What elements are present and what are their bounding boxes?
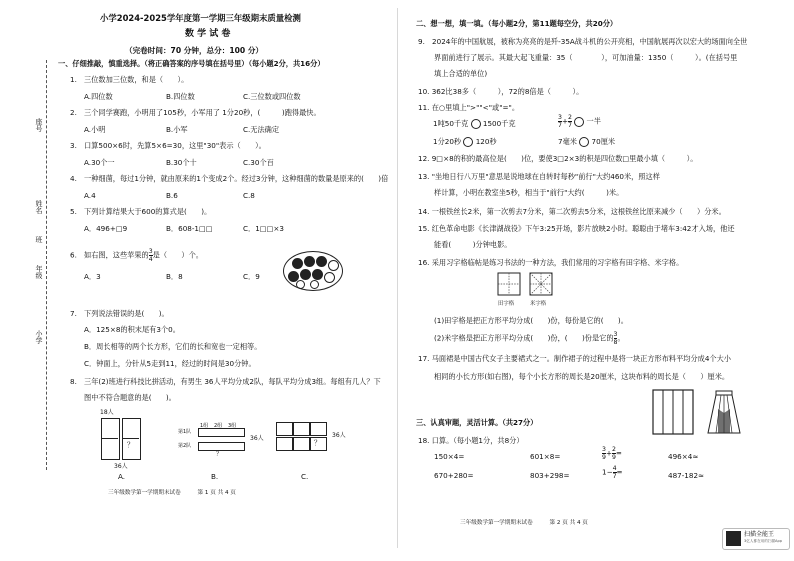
q8a-divider	[101, 438, 118, 439]
q11-i3-left: 1分20秒	[433, 137, 462, 146]
q7-stem: 7. 下列说法错误的是( )。	[70, 309, 169, 318]
q6-option-c: C．9	[243, 272, 260, 281]
q9-line3: 填上合适的单位)	[434, 69, 488, 78]
q11-i2-frac2	[568, 114, 572, 129]
q8c-total: 36人	[332, 432, 346, 439]
exam-title: 小学2024-2025学年度第一学期三年级期末质量检测	[100, 13, 301, 23]
calc-3-op: +	[605, 448, 612, 458]
side-label-grade: 年级	[35, 265, 43, 279]
q8b-group1: 1组	[200, 423, 209, 429]
q5-stem: 5. 下列计算结果大于600的算式是( )。	[70, 207, 212, 216]
mamian-skirt-figure	[652, 389, 764, 437]
q2-option-a: A.小明	[84, 125, 106, 134]
mi-grid	[530, 273, 552, 295]
section1-title: 一、仔细推敲，慎重选择。（将正确答案的序号填在括号里）（每小题2分，共16分）	[58, 59, 325, 68]
column-divider	[397, 8, 398, 548]
q8-label-b: B.	[211, 472, 219, 481]
q8-label-a: A.	[118, 472, 126, 481]
q2-stem: 2. 三个同学赛跑，小明用了105秒，小军用了 1分20秒，( )跑得最快。	[70, 108, 321, 117]
q8a-box-left	[101, 418, 120, 460]
q8-label-c: C.	[301, 472, 309, 481]
q11-i4-left: 7毫米	[558, 137, 577, 146]
calc-4: 496×4≈	[668, 452, 699, 461]
apple-icon	[328, 260, 339, 271]
apple-icon	[296, 280, 305, 289]
q1-option-c: C.三位数或四位数	[243, 92, 301, 101]
q11-i2-frac2-num: 2	[567, 114, 572, 121]
calc-2: 601×8=	[530, 452, 561, 461]
q5-option-b: B．608-1□□	[166, 224, 213, 233]
q11-i4-right: 70厘米	[591, 137, 616, 146]
q3-option-c: C.30个百	[243, 158, 274, 167]
q9-line1: 9. 2024年的中国航展，被称为亮亮的是歼-35A战斗机的公开亮相，中国航展再次以宏大的场面向全世	[418, 37, 748, 46]
q3-option-a: A.30个一	[84, 158, 115, 167]
q11-item3	[433, 137, 497, 147]
q5-option-c: C．1□□×3	[243, 224, 284, 233]
side-label-seat: 座号	[35, 118, 43, 132]
calc-1: 150×4=	[434, 452, 465, 461]
q17-line1: 17. 马面裙是中国古代女子主要裙式之一。制作裙子的过程中是将一块正方形布料平均分成4个大小	[418, 354, 731, 363]
q8a-divider	[122, 438, 139, 439]
calc-8: 487-182≈	[668, 471, 705, 480]
side-label-name: 姓名	[35, 200, 43, 214]
q13-line1: 13. "坐地日行八万里"意思是说地球在自转时每秒"前行"大约460米，照这样	[418, 172, 660, 181]
binding-line	[46, 60, 47, 470]
q8c-cell	[293, 422, 310, 436]
q11-item4	[558, 137, 615, 147]
q11-i1-right: 1500千克	[482, 119, 516, 128]
calc-7-frac-num: 4	[612, 465, 617, 472]
compare-circle-icon[interactable]	[471, 119, 481, 129]
apple-shaded-icon	[304, 256, 315, 267]
q2-option-b: B.小军	[166, 125, 188, 134]
q16-line1: 16. 采用习字格临帖是练习书法的一种方法，我们常用的习字格有田字格、米字格。	[418, 258, 684, 267]
q3-stem: 3. 口算500×6时，先算5×6=30，这里"30"表示（ ）。	[70, 141, 266, 150]
q11-i2-frac1-num: 3	[558, 114, 562, 121]
q8a-question: ？	[127, 441, 134, 449]
skirt-icon	[708, 391, 740, 433]
apple-shaded-icon	[292, 258, 303, 269]
q8c-cell	[310, 422, 327, 436]
q2-option-c: C.无法确定	[243, 125, 280, 134]
q6-stem-pre: 6. 如右图，这些苹果的	[70, 250, 149, 260]
compare-circle-icon[interactable]	[579, 137, 589, 147]
page1-footer: 三年级数学第一学期期末试卷 第 1 页 共 4 页	[108, 490, 236, 496]
calc-7: 1− $\frac{4}{7}$ =	[602, 465, 623, 480]
q8c-cell	[293, 437, 310, 451]
apple-shaded-icon	[316, 256, 327, 267]
apple-icon	[324, 272, 335, 283]
q15-line1: 15. 红色革命电影《长津湖战役》下午3:25开场，影片放映2小时。聪聪由于堵车3:42才入场，他还	[418, 224, 735, 233]
q6-fraction-den: 4	[148, 256, 153, 263]
q8-stem-line2: 图中不符合题意的是( )。	[84, 393, 176, 402]
q13-line2: 样计算，小明在教室坐5秒，相当于"前行"大约( )米。	[434, 188, 624, 197]
q8b-question: ？	[216, 451, 223, 458]
tian-grid	[498, 273, 520, 295]
q6-option-a: A．3	[84, 272, 101, 281]
q8c-question: ？	[314, 439, 321, 447]
q6-fraction-num: 3	[148, 248, 153, 255]
q15-line2: 能看( )分钟电影。	[434, 240, 512, 249]
section3-title: 三、认真审题，灵活计算。（共27分）	[416, 418, 538, 427]
calc-7-pre: 1−	[602, 467, 613, 477]
qr-code-icon	[726, 531, 741, 546]
calc-5: 670+280=	[434, 471, 474, 480]
q16-sub2-pre: (2)米字格是把正方形平均分成( )份，( )份是它的	[434, 333, 614, 343]
q8b-group3: 3组	[228, 423, 237, 429]
q4-option-c: C.8	[243, 191, 255, 200]
q6-option-b: B．8	[166, 272, 183, 281]
q11-i2-frac1-den: 7	[558, 122, 562, 129]
side-label-school: 小学	[35, 330, 43, 344]
q16-sub2	[434, 331, 625, 346]
q7-option-b: B．周长相等的两个长方形，它们的长和宽也一定相等。	[84, 342, 262, 351]
calc-3-frac2	[612, 446, 616, 461]
q11-item2	[558, 114, 601, 129]
q5-option-a: A．496+□9	[84, 224, 128, 233]
q16-sub1: (1)田字格是把正方形平均分成( )份，每份是它的( )。	[434, 316, 628, 325]
apple-plate-figure	[283, 251, 343, 291]
q8a-bottom-label: 36人	[114, 463, 128, 470]
q8b-row1-label: 第1队	[178, 429, 192, 435]
q4-option-a: A.4	[84, 191, 96, 200]
writing-grids-figure	[497, 272, 577, 300]
calc-3: $\frac{3}{9}$ + $\frac{2}{9}$ =	[602, 446, 622, 461]
q11-i1-left: 1吨50千克	[433, 119, 469, 128]
q11-i2-frac2-den: 7	[567, 122, 572, 129]
q3-option-b: B.30个十	[166, 158, 197, 167]
q8a-top-label: 18人	[100, 409, 114, 416]
page2-footer: 三年级数学第一学期期末试卷 第 2 页 共 4 页	[460, 520, 588, 526]
q11-i3-right: 120秒	[475, 137, 497, 146]
q8-stem-line1: 8. 三年(2)班进行科技比拼活动，有男生 36人平均分成2队，每队平均分成3组。每组有几人？下	[70, 377, 381, 386]
exam-subject: 数 学 试 卷	[185, 29, 231, 39]
q11-stem: 11. 在○里填上">""<"或"="。	[418, 103, 520, 112]
q11-i2-right: 一半	[586, 116, 601, 126]
q14: 14. 一根铁丝长2米，第一次剪去7分米，第二次剪去5分米，这根铁丝比原来减少（ ）分米。	[418, 207, 726, 216]
scanner-watermark: 扫描全能王	[744, 531, 775, 538]
grid2-label: 米字格	[530, 301, 547, 307]
q8b-row2-label: 第2队	[178, 443, 192, 449]
q1-option-b: B.四位数	[166, 92, 195, 101]
scanner-watermark-sub: 3亿人都在用的扫描App	[744, 539, 783, 543]
q10: 10. 362比38多（ ），72的8倍是（ ）。	[418, 87, 584, 96]
calc-3-frac2-num: 2	[611, 446, 616, 453]
compare-circle-icon[interactable]	[463, 137, 473, 147]
q8b-group2: 2组	[214, 423, 223, 429]
side-label-class: 班	[35, 236, 43, 243]
q17-line2: 相同的小长方形(如右图)，每个小长方形的周长是20厘米，这块布料的周长是（ ）厘米。	[434, 372, 730, 381]
q1-option-a: A.四位数	[84, 92, 113, 101]
compare-circle-icon[interactable]	[574, 117, 584, 127]
q11-item1	[433, 119, 516, 129]
q8c-cell	[276, 437, 293, 451]
q12: 12. 9□×8的积的最高位是( )位，要使3□2×3的积是四位数□里最小填（ ）。	[418, 154, 698, 163]
q16-sub2-frac-num: 3	[613, 331, 618, 338]
q7-option-c: C．钟面上，分针从5走到11，经过的时间是30分钟。	[84, 359, 256, 368]
q8b-row1-bar	[198, 428, 245, 437]
exam-time-score: （完卷时间：70 分钟，总分：100 分）	[125, 46, 264, 55]
calc-3-frac2-den: 9	[611, 454, 616, 461]
calc-3-frac1-den: 9	[602, 454, 606, 461]
q8b-total: 36人	[250, 435, 264, 442]
q16-sub2-frac-den: 8	[613, 339, 618, 346]
section2-title: 二、想一想，填一填。（每小题2分，第11题每空分，共20分）	[416, 19, 618, 28]
q4-option-b: B.6	[166, 191, 178, 200]
apple-shaded-icon	[312, 269, 323, 280]
q16-sub2-post: 。	[617, 333, 625, 343]
q9-line2: 界面前进行了展示。其最大起飞重量：35（ ），可加油量：1350（ ）。(在括号里	[434, 53, 738, 62]
calc-6: 803+298=	[530, 471, 570, 480]
calc-7-frac-den: 7	[612, 473, 617, 480]
q6-stem	[70, 248, 203, 263]
q1-stem: 1. 三位数加三位数，和是（ ）。	[70, 75, 189, 84]
apple-icon	[310, 280, 319, 289]
grid1-label: 田字格	[498, 301, 515, 307]
calc-3-frac1-num: 3	[602, 446, 606, 453]
q6-stem-post: 是（ ）个。	[152, 250, 203, 260]
apple-shaded-icon	[300, 269, 311, 280]
q8c-cell	[276, 422, 293, 436]
q8a-box-right	[122, 418, 141, 460]
calc-7-frac	[613, 465, 617, 480]
q4-stem: 4. 一种细菌，每过1分钟，就由原来的1个变成2个。经过3分钟，这种细菌的数量是原来的( )倍	[70, 174, 389, 183]
q7-option-a: A．125×8的积末尾有3个0。	[84, 325, 180, 334]
q18-title: 18. 口算。（每小题1分，共8分）	[418, 436, 524, 445]
q11-i2-op: +	[561, 116, 568, 126]
